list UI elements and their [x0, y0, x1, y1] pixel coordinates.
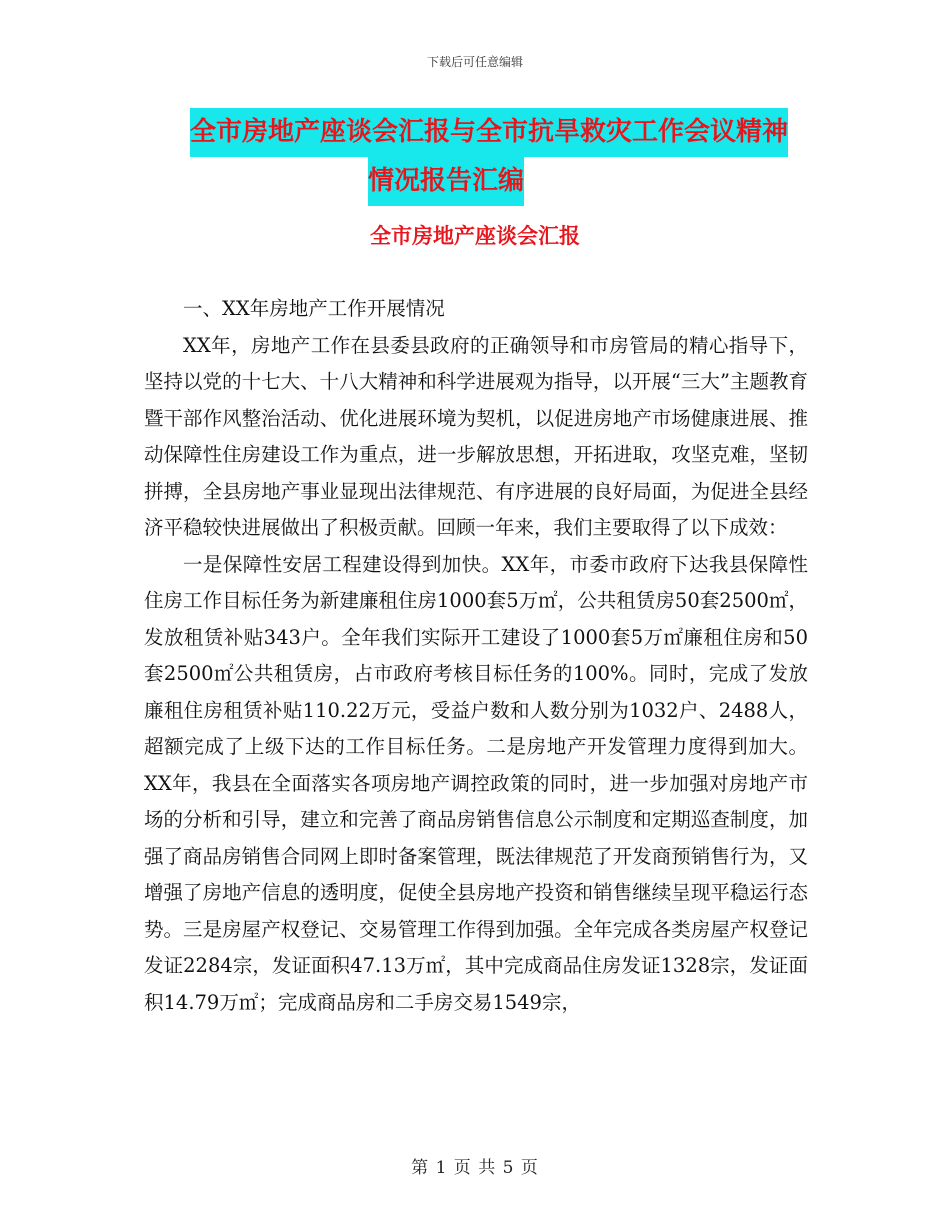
document-body	[144, 291, 808, 1021]
body-paragraph: XX年，房地产工作在县委县政府的正确领导和市房管局的精心指导下，坚持以党的十七大、十八大精神和科学进展观为指导，以开展“三大”主题教育暨干部作风整治活动、优化进展环境为契机，以促进房地产市场健康进展、推动保障性住房建设工作为重点，进一步解放思想，开拓进取，攻坚克难，坚韧拼搏，全县房地产事业显现出法律规范、有序进展的良好局面，为促进全县经济平稳较快进展做出了积极贡献。回顾一年来，我们主要取得了以下成效：	[144, 333, 808, 539]
header-note: 下载后可任意编辑	[426, 55, 523, 69]
page-footer: 第 1 页 共 5 页	[411, 1158, 539, 1178]
title-line-1: 全市房地产座谈会汇报与全市抗旱救灾工作会议精神	[190, 108, 788, 157]
section-title: 全市房地产座谈会汇报	[370, 223, 580, 248]
heading-paragraph: 一、XX年房地产工作开展情况	[183, 297, 445, 320]
body-paragraph: 一是保障性安居工程建设得到加快。XX年，市委市政府下达我县保障性住房工作目标任务为新建廉租住房1000套5万㎡，公共租赁房50套2500㎡，发放租赁补贴343户。全年我们实际开工建设了1000套5万㎡廉租住房和50套2500㎡公共租赁房，占市政府考核目标任务的100%。同时，完成了发放廉租住房租赁补贴110.22万元，受益户数和人数分别为1032户、2488人，超额完成了上级下达的工作目标任务。二是房地产开发管理力度得到加大。XX年，我县在全面落实各项房地产调控政策的同时，进一步加强对房地产市场的分析和引导，建立和完善了商品房销售信息公示制度和定期巡查制度，加强了商品房销售合同网上即时备案管理，既法律规范了开发商预销售行为，又增强了房地产信息的透明度，促使全县房地产投资和销售继续呈现平稳运行态势。三是房屋产权登记、交易管理工作得到加强。全年完成各类房屋产权登记发证2284宗，发证面积47.13万㎡，其中完成商品住房发证1328宗，发证面积14.79万㎡；完成商品房和二手房交易1549宗，	[144, 552, 808, 1014]
document-title	[190, 108, 810, 206]
title-line-2: 情况报告汇编	[368, 157, 524, 206]
